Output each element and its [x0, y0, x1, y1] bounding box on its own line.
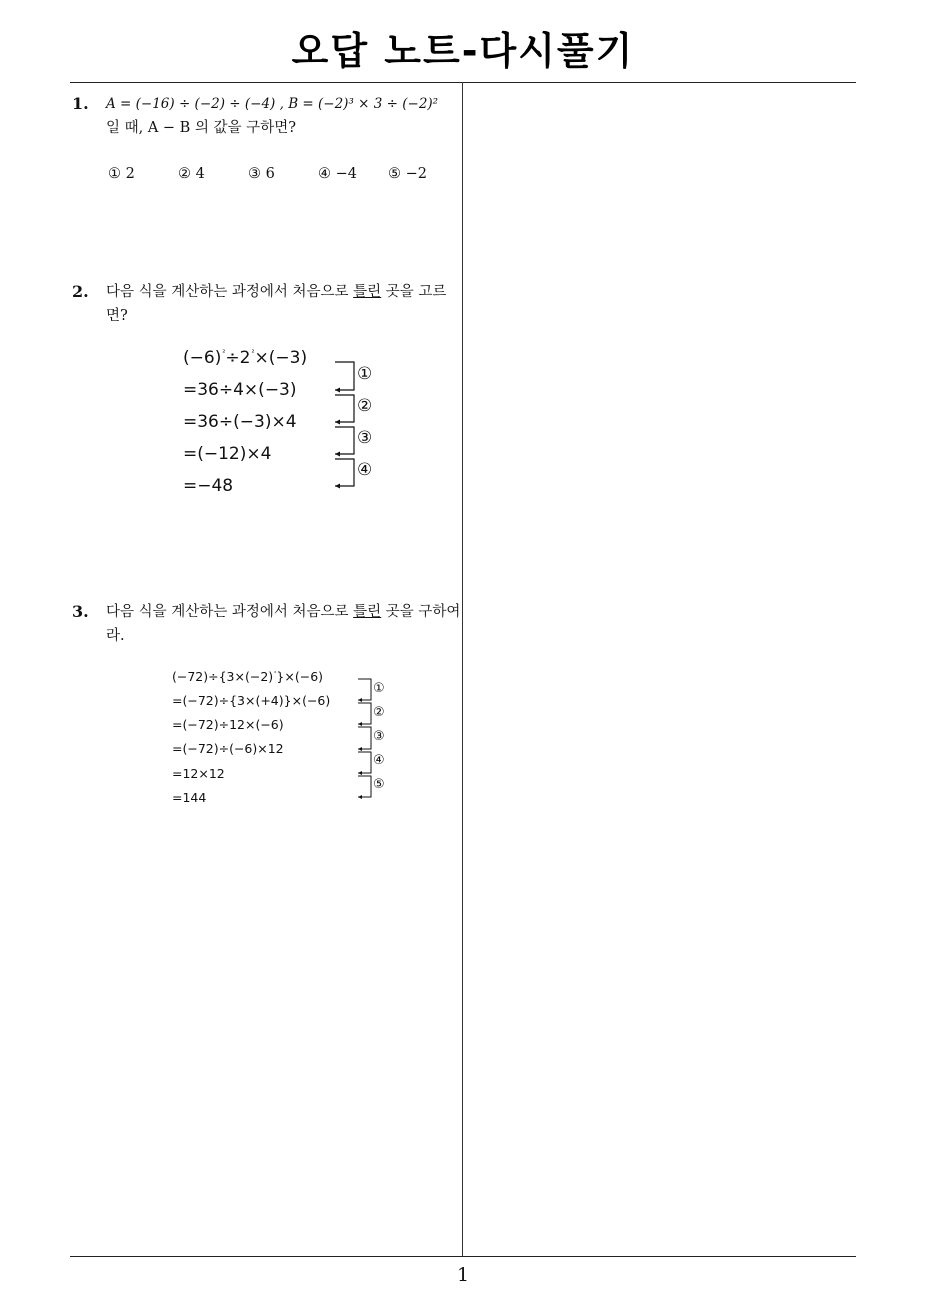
- question-1: [72, 92, 462, 202]
- column-divider: [462, 82, 463, 1257]
- question-text-part: 다음 식을 계산하는 과정에서 처음으로: [106, 284, 354, 300]
- step-marker-3: ③: [357, 428, 373, 448]
- underlined-word: 틀린: [353, 284, 382, 300]
- step-marker-1: ①: [373, 681, 385, 696]
- question-number: 1.: [72, 94, 89, 113]
- page-title: 오답 노트-다시풀기: [291, 29, 635, 73]
- calculation-steps-3: [172, 669, 402, 809]
- step-marker-4: ④: [373, 753, 385, 768]
- step-line: =(−12)×4: [183, 444, 272, 464]
- step-part: (−72)÷{3×(−2): [172, 669, 274, 684]
- step-line: [172, 669, 323, 684]
- step-line: =12×12: [172, 766, 225, 781]
- question-text-part: 곳을 고르면?: [106, 284, 447, 324]
- step-line: [183, 348, 307, 368]
- underlined-word: 틀린: [353, 604, 382, 620]
- question-text: [106, 280, 462, 328]
- page-number: 1: [456, 1264, 470, 1286]
- question-number: 2.: [72, 282, 89, 301]
- calculation-steps-2: [183, 348, 403, 508]
- step-part: (−6): [183, 348, 222, 369]
- step-line: =(−72)÷{3×(+4)}×(−6): [172, 693, 331, 708]
- step-line: =(−72)÷(−6)×12: [172, 741, 284, 756]
- step-line: =−48: [183, 476, 234, 496]
- question-number: 3.: [72, 602, 89, 621]
- step-marker-1: ①: [357, 364, 373, 384]
- exponent: ²: [274, 671, 277, 678]
- exponent: ²: [251, 348, 255, 357]
- step-marker-3: ③: [373, 729, 385, 744]
- step-part: }×(−6): [276, 669, 324, 684]
- top-divider: [70, 82, 856, 83]
- choice-5[interactable]: ⑤ −2: [388, 166, 427, 182]
- choice-2[interactable]: ② 4: [178, 166, 205, 182]
- step-line: =(−72)÷12×(−6): [172, 717, 284, 732]
- exponent: ²: [222, 348, 226, 357]
- question-text-part: 곳을 구하여라.: [106, 604, 461, 644]
- question-text: [106, 600, 462, 648]
- step-part: ÷2: [225, 348, 251, 369]
- step-marker-4: ④: [357, 460, 373, 480]
- question-text: 일 때, A − B 의 값을 구하면?: [106, 120, 296, 136]
- choice-3[interactable]: ③ 6: [248, 166, 275, 182]
- step-marker-5: ⑤: [373, 777, 385, 792]
- question-text-part: 다음 식을 계산하는 과정에서 처음으로: [106, 604, 354, 620]
- question-expression: A = (−16) ÷ (−2) ÷ (−4) , B = (−2)³ × 3 ÷ (−2)²: [106, 96, 439, 112]
- step-marker-2: ②: [373, 705, 385, 720]
- step-line: =36÷(−3)×4: [183, 412, 297, 432]
- choice-4[interactable]: ④ −4: [318, 166, 357, 182]
- step-line: =144: [172, 790, 207, 805]
- question-3: [72, 600, 462, 660]
- question-2: [72, 280, 462, 340]
- step-part: ×(−3): [254, 348, 308, 369]
- choice-1[interactable]: ① 2: [108, 166, 135, 182]
- bottom-divider: [70, 1256, 856, 1257]
- step-marker-2: ②: [357, 396, 373, 416]
- step-line: =36÷4×(−3): [183, 380, 297, 400]
